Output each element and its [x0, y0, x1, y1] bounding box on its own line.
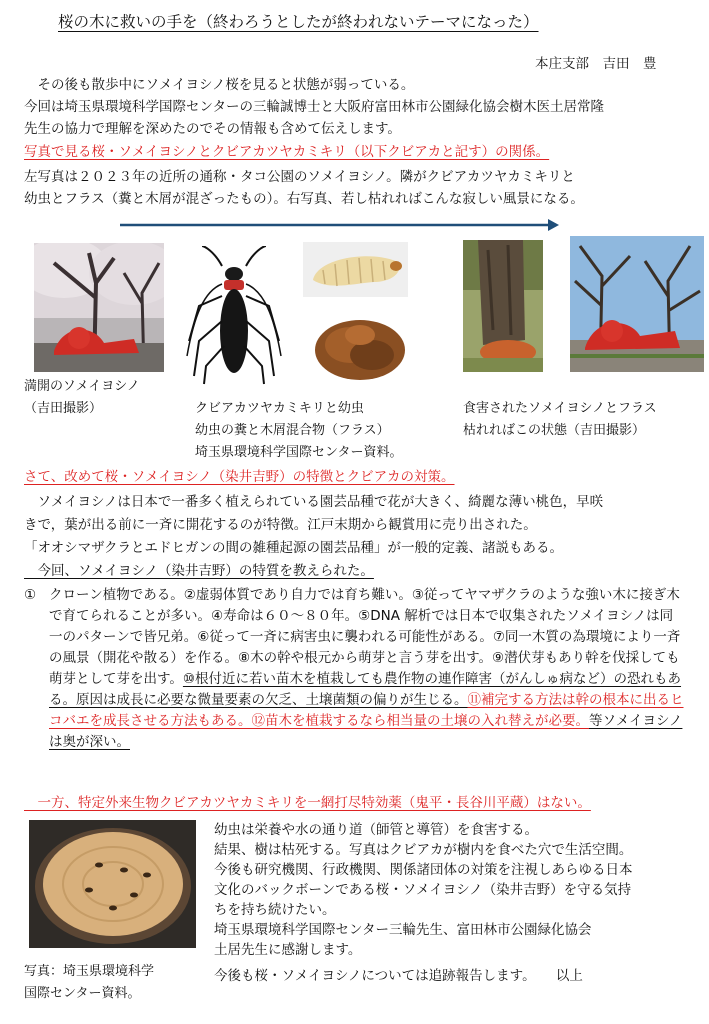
section1-line-1: 左写真は２０２３年の近所の通称・タコ公園のソメイヨシノ。隣がクビアカツヤカミキリと — [24, 169, 575, 185]
closing-line-3: 今後も研究機関、行政機関、関係諸団体の対策を注視しあらゆる日本 — [214, 862, 633, 878]
closing-line-7: 土居先生に感謝します。 — [214, 942, 362, 958]
list-part-3: ⑪補完する方法は幹の根本に出るヒコバエを成長させる方法もある。⑫苗木を植栽するなら相当量の土壌の入れ替えが必要。 — [49, 692, 684, 729]
section2-heading: さて、改めて桜・ソメイヨシノ（染井吉野）の特徴とクビアカの対策。 — [24, 469, 455, 485]
closing-line-5: ちを持ち続けたい。 — [214, 902, 336, 918]
closing-line-1: 幼虫は栄養や水の通り道（師管と導管）を食害する。 — [214, 822, 538, 838]
list-part-1: クローン植物である。②虚弱体質であり自力では育ち難い。③従ってヤマザクラのような強い木に接ぎ木で育てられることが多い。④寿命は６０～８０年。⑤DNA 解析では日本で収集されたソメイヨシノは同一のパターンで皆兄弟。⑥従って一斉に病害虫に襲われる可能性がある。⑦同一木質の為環境により一斉の風景（開花や散る）を作る。⑧木の幹や根元から萌芽と言う芽を出す。⑨潜伏芽もあり幹を伐採しても萌芽として芽を出す。 — [49, 587, 681, 687]
intro-line-3: 先生の協力で理解を深めたのでその情報も含めて伝えします。 — [24, 121, 401, 137]
section1-line-2: 幼虫とフラス（糞と木屑が混ざったもの）。右写真、若し枯れればこんな寂しい風景になる。 — [24, 191, 584, 207]
intro-line-1: その後も散歩中にソメイヨシノ桜を見ると状態が弱っている。 — [24, 77, 415, 93]
closing-line-8: 今後も桜・ソメイヨシノについては追跡報告します。 以上 — [214, 968, 583, 984]
caption-photo2-line1: クビアカツヤカミキリと幼虫 — [195, 401, 364, 416]
red-statement: 一方、特定外来生物クビアカツヤカミキリを一網打尽特効薬（鬼平・長谷川平蔵）はない。 — [24, 795, 591, 811]
list-body — [49, 585, 684, 753]
list-marker: ① — [24, 587, 37, 603]
stump-caption-line2: 国際センター資料。 — [24, 986, 141, 1001]
photo-larva — [303, 242, 408, 297]
caption-photo1-line1: 満開のソメイヨシノ — [24, 379, 140, 394]
photo-tree-stump — [29, 820, 196, 948]
photo-cherry-blossom-park — [34, 243, 164, 372]
section2-line-2: きで，葉が出る前に一斉に開花するのが特徴。江戸末期から観賞用に売り出された。 — [24, 517, 537, 533]
characteristics-list — [24, 585, 684, 753]
section2-subheading: 今回、ソメイヨシノ（染井吉野）の特質を教えられた。 — [24, 563, 374, 579]
caption-photo3-line1: 食害されたソメイヨシノとフラス — [463, 401, 657, 416]
list-part-2: ⑩根付近に若い苗木を植栽しても農作物の連作障害（がんしゅ病など）の恐れもある。原因は成長に必要な微量要素の欠乏、土壌菌類の偏りが生じる。 — [49, 671, 682, 708]
page-title: 桜の木に救いの手を（終わろうとしたが終われないテーマになった） — [58, 13, 539, 31]
caption-photo2-line2: 幼虫の糞と木屑混合物（フラス） — [195, 423, 390, 438]
photo-withered-park — [570, 236, 704, 372]
closing-line-4: 文化のバックボーンである桜・ソメイヨシノ（染井吉野）を守る気持 — [214, 882, 632, 898]
stump-caption-line1: 写真：埼玉県環境科学 — [24, 964, 155, 979]
author: 本庄支部 吉田 豊 — [535, 56, 657, 72]
section2-line-1: ソメイヨシノは日本で一番多く植えられている園芸品種で花が大きく、綺麗な薄い桃色，早咲 — [24, 494, 604, 510]
caption-photo1-line2: （吉田撮影） — [24, 401, 103, 416]
intro-line-2: 今回は埼玉県環境科学国際センターの三輪誠博士と大阪府富田林市公園緑化協会樹木医土居常隆 — [24, 99, 604, 115]
right-arrow-icon — [118, 218, 560, 232]
photo-damaged-trunk — [463, 240, 543, 372]
section2-line-3: 「オオシマザクラとエドヒガンの間の雑種起源の園芸品種」が一般的定義、諸説もある。 — [24, 540, 564, 556]
closing-paragraph — [214, 820, 694, 986]
section1-heading: 写真で見る桜・ソメイヨシノとクビアカツヤカミキリ（以下クビアカと記す）の関係。 — [24, 144, 550, 160]
closing-line-2: 結果、樹は枯死する。写真はクビアカが樹内を食べた穴で生活空間。 — [214, 842, 633, 858]
caption-photo3-line2: 枯れればこの状態（吉田撮影） — [463, 423, 646, 438]
photo-longhorn-beetle — [184, 246, 284, 386]
closing-line-6: 埼玉県環境科学国際センター三輪先生、富田林市公園緑化協会 — [214, 922, 592, 938]
list-part-4: 等ソメイヨシノは奥が深い。 — [49, 713, 683, 750]
photo-frass — [310, 305, 410, 385]
caption-photo2-line3: 埼玉県環境科学国際センター資料。 — [195, 445, 403, 460]
